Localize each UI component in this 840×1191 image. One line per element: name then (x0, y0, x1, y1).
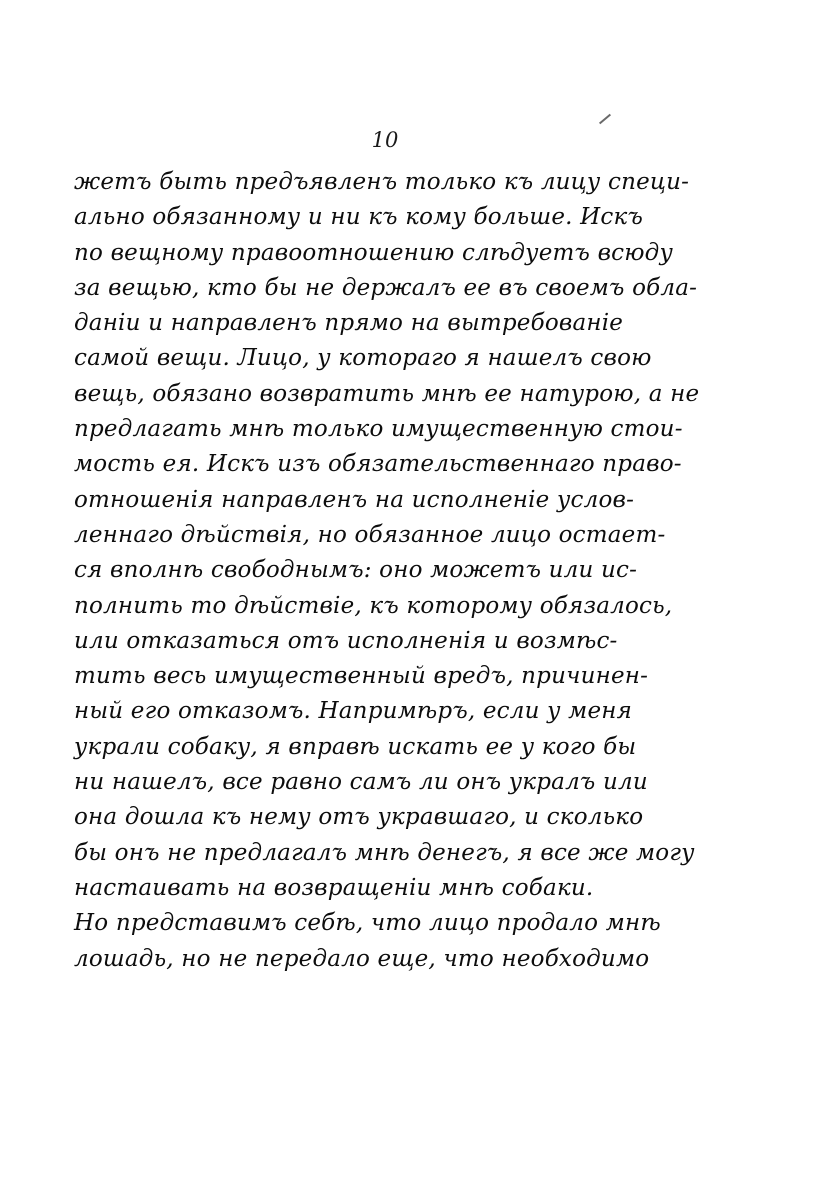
text-line: бы онъ не предлагалъ мнѣ денегъ, я все же могу (74, 839, 695, 866)
text-line: леннаго дѣйствія, но обязанное лицо остает- (74, 521, 666, 548)
text-line: даніи и направленъ прямо на вытребованіе (74, 310, 624, 337)
text-line: тить весь имущественный вредъ, причинен- (74, 663, 649, 690)
text-line: Но представимъ себѣ, что лицо продало мнѣ (74, 910, 661, 937)
text-line: украли собаку, я вправѣ искать ее у кого бы (74, 733, 637, 760)
text-line: она дошла къ нему отъ укравшаго, и сколько (74, 804, 644, 831)
text-line: за вещью, кто бы не держалъ ее въ своемъ обла- (74, 274, 698, 301)
text-line: ни нашелъ, все равно самъ ли онъ укралъ или (74, 769, 648, 796)
page-number: 10 (371, 128, 399, 152)
text-line: мость ея. Искъ изъ обязательственнаго право- (74, 451, 682, 478)
text-line: по вещному правоотношению слѣдуетъ всюду (74, 239, 674, 266)
text-line: лошадь, но не передало еще, что необходимо (74, 945, 650, 972)
text-line: самой вещи. Лицо, у котораго я нашелъ свою (74, 345, 652, 372)
text-line: полнить то дѣйствіе, къ которому обязалось, (74, 592, 673, 619)
text-line: предлагать мнѣ только имущественную стои- (74, 416, 683, 443)
handwritten-text-block (74, 165, 786, 977)
text-line: ся вполнѣ свободнымъ: оно можетъ или ис- (74, 557, 638, 584)
text-line: жетъ быть предъявленъ только къ лицу специ- (74, 169, 690, 195)
text-line: ально обязанному и ни къ кому больше. Искъ (74, 204, 643, 231)
text-line: настаивать на возвращеніи мнѣ собаки. (74, 874, 594, 901)
text-line: вещь, обязано возвратить мнѣ ее натурою, а не (74, 380, 700, 407)
pencil-mark (599, 114, 611, 125)
text-line: отношенія направленъ на исполненіе услов- (74, 486, 635, 513)
text-line: или отказаться отъ исполненія и возмѣс- (74, 627, 618, 654)
text-line: ный его отказомъ. Напримѣръ, если у меня (74, 698, 633, 725)
